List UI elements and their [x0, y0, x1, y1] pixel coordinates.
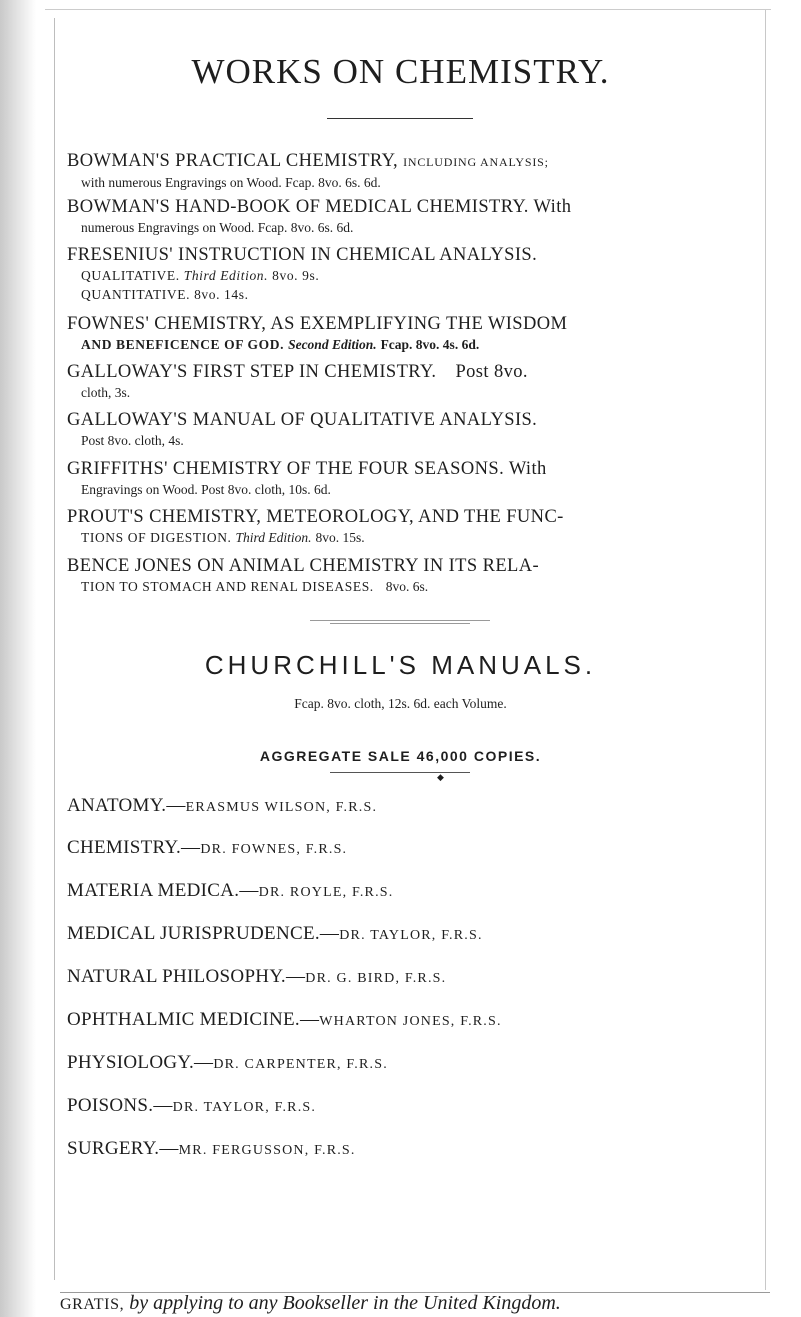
footer-instruction: by applying to any Bookseller in the United Kingdom.: [129, 1292, 561, 1314]
book-title: FOWNES' CHEMISTRY, AS EXEMPLIFYING THE WISDOM: [67, 314, 568, 334]
manual-author: DR. ROYLE, F.R.S.: [258, 885, 394, 900]
book-title: BOWMAN'S PRACTICAL CHEMISTRY,: [67, 151, 399, 171]
book-entry-griffiths: [67, 458, 767, 499]
edition-note: Third Edition.: [183, 268, 269, 283]
diamond-ornament: ◆: [437, 772, 444, 782]
book-entry-fownes: [67, 313, 767, 354]
page-title: WORKS ON CHEMISTRY.: [191, 52, 610, 91]
manual-author: DR. FOWNES, F.R.S.: [200, 842, 348, 857]
edition-label-quantitative: QUANTITATIVE.: [81, 287, 191, 302]
book-entry-prout: [67, 506, 767, 547]
manuals-heading: CHURCHILL'S MANUALS.: [204, 650, 597, 680]
manual-author: DR. CARPENTER, F.R.S.: [213, 1057, 388, 1072]
book-detail: Fcap. 8vo. 4s. 6d.: [380, 337, 480, 352]
book-title-line2: TIONS OF DIGESTION.: [81, 530, 232, 545]
aggregate-rule: [330, 772, 470, 773]
book-entry-bowman-handbook: [67, 196, 767, 237]
manual-subject: OPHTHALMIC MEDICINE.: [67, 1009, 300, 1030]
footer-gratis: GRATIS,: [60, 1296, 125, 1313]
book-title: GRIFFITHS' CHEMISTRY OF THE FOUR SEASONS.: [67, 459, 505, 479]
manual-author: DR. TAYLOR, F.R.S.: [172, 1100, 317, 1115]
edition-label-qualitative: QUALITATIVE.: [81, 268, 180, 283]
book-detail: numerous Engravings on Wood. Fcap. 8vo. 6s. 6d.: [81, 220, 354, 235]
book-title-tail: Post 8vo.: [455, 362, 528, 382]
book-title-tail: INCLUDING ANALYSIS;: [403, 155, 549, 169]
book-title: GALLOWAY'S MANUAL OF QUALITATIVE ANALYSIS.: [67, 410, 538, 430]
book-detail: 8vo. 15s.: [315, 530, 365, 545]
section-divider: [310, 620, 490, 621]
manual-subject: ANATOMY.: [67, 795, 167, 816]
manual-author: ERASMUS WILSON, F.R.S.: [185, 800, 378, 815]
book-entry-galloway-manual: [67, 409, 767, 450]
manual-author: DR. TAYLOR, F.R.S.: [339, 928, 483, 943]
manual-author: MR. FERGUSSON, F.R.S.: [178, 1143, 356, 1158]
manual-subject: POISONS.: [67, 1095, 154, 1116]
edition-note: Third Edition.: [235, 530, 312, 545]
book-title-tail: With: [508, 459, 547, 479]
page-frame-top: [45, 9, 771, 10]
aggregate-sale-line: AGGREGATE SALE 46,000 COPIES.: [259, 748, 542, 764]
book-title-tail: With: [533, 197, 572, 217]
manual-subject: NATURAL PHILOSOPHY.: [67, 966, 286, 987]
manual-author: WHARTON JONES, F.R.S.: [319, 1014, 502, 1029]
manual-subject: PHYSIOLOGY.: [67, 1052, 194, 1073]
title-rule: [327, 118, 473, 119]
manual-item: CHEMISTRY.—DR. FOWNES, F.R.S.: [67, 837, 348, 858]
book-entry-fresenius: [67, 244, 767, 304]
book-title: GALLOWAY'S FIRST STEP IN CHEMISTRY.: [67, 362, 437, 382]
footer-line: [60, 1292, 780, 1315]
edition-note: Second Edition.: [288, 337, 377, 352]
book-detail: Engravings on Wood. Post 8vo. cloth, 10s. 6d.: [81, 482, 331, 497]
book-entry-galloway-first-step: [67, 361, 767, 402]
edition-price: 8vo. 14s.: [194, 287, 249, 302]
manual-item: ANATOMY.—ERASMUS WILSON, F.R.S.: [67, 795, 378, 816]
book-entry-bowman-practical: [67, 150, 767, 192]
manual-subject: MATERIA MEDICA.: [67, 880, 240, 901]
manual-item: NATURAL PHILOSOPHY.—DR. G. BIRD, F.R.S.: [67, 966, 447, 987]
manual-item: OPHTHALMIC MEDICINE.—WHARTON JONES, F.R.S.: [67, 1009, 502, 1030]
book-title-line2: TION TO STOMACH AND RENAL DISEASES.: [81, 579, 374, 594]
edition-price: 8vo. 9s.: [272, 268, 320, 283]
book-detail: with numerous Engravings on Wood. Fcap. 8vo. 6s. 6d.: [81, 175, 381, 190]
book-detail: Post 8vo. cloth, 4s.: [81, 433, 184, 448]
manual-item: POISONS.—DR. TAYLOR, F.R.S.: [67, 1095, 317, 1116]
book-title: BOWMAN'S HAND-BOOK OF MEDICAL CHEMISTRY.: [67, 197, 529, 217]
manual-subject: MEDICAL JURISPRUDENCE.: [67, 923, 320, 944]
book-title: FRESENIUS' INSTRUCTION IN CHEMICAL ANALYSIS.: [67, 245, 538, 265]
book-title: BENCE JONES ON ANIMAL CHEMISTRY IN ITS RELA-: [67, 556, 540, 576]
manual-item: PHYSIOLOGY.—DR. CARPENTER, F.R.S.: [67, 1052, 388, 1073]
manuals-price-note: Fcap. 8vo. cloth, 12s. 6d. each Volume.: [294, 696, 507, 711]
book-title: PROUT'S CHEMISTRY, METEOROLOGY, AND THE FUNC-: [67, 507, 564, 527]
manual-item: SURGERY.—MR. FERGUSSON, F.R.S.: [67, 1138, 356, 1159]
manual-subject: SURGERY.: [67, 1138, 160, 1159]
book-detail: 8vo. 6s.: [385, 579, 429, 594]
book-title-line2: AND BENEFICENCE OF GOD.: [81, 337, 285, 352]
book-entry-bence-jones: [67, 555, 767, 596]
book-detail: cloth, 3s.: [81, 385, 131, 400]
manual-item: MEDICAL JURISPRUDENCE.—DR. TAYLOR, F.R.S.: [67, 923, 483, 944]
section-divider-inner: [330, 623, 470, 624]
manual-subject: CHEMISTRY.: [67, 837, 182, 858]
manual-item: MATERIA MEDICA.—DR. ROYLE, F.R.S.: [67, 880, 394, 901]
page-frame-left: [54, 18, 55, 1280]
manual-author: DR. G. BIRD, F.R.S.: [305, 971, 447, 986]
